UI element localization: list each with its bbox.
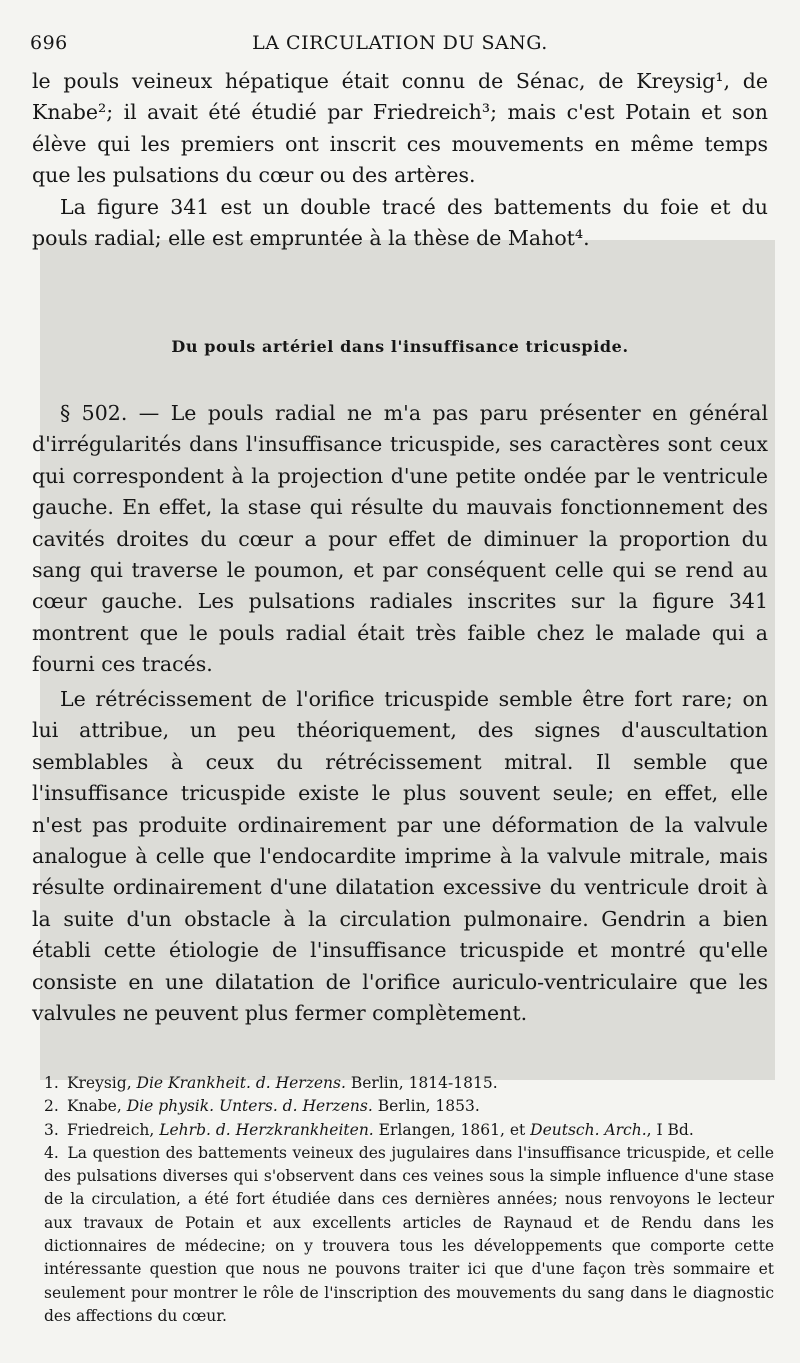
footnote-author: Friedreich,: [66, 1120, 160, 1139]
footnotes: [44, 1072, 774, 1328]
paragraph-retrecissement: Le rétrécissement de l'orifice tricuspide semble être fort rare; on lui attribue, un peu théoriquement, des signes d'auscultation semblables à ceux du rétrécissement mitral. Il semble que l'insuffisance tricuspide existe le plus souvent seule; en effet, elle n'est pas produite ordinairement par une déformation de la valvule analogue à celle que l'endocardite imprime à la valvule mitrale, mais résulte ordinairement d'une dilatation excessive du ventricule droit à la suite d'un obstacle à la circulation pulmonaire. Gendrin a bien établi cette étiologie de l'insuffisance tricuspide et montré qu'elle consiste en une dilatation de l'orifice auriculo-ventriculaire que les valvules ne peuvent plus fermer complètement.: [32, 687, 768, 1026]
footnote-text: La question des battements veineux des jugulaires dans l'insuffisance tricuspide, et celle des pulsations diverses qui s'observent dans ces veines sous la simple influence d'une stase de la circulation, a été fort étudiée dans ces dernières années; nous renvoyons le lecteur aux travaux de Potain et aux excellents articles de Raynaud et de Rendu dans les dictionnaires de médecine; on y trouvera tous les développements que comporte cette intéressante question que nous ne pouvons traiter ici que d'une façon très sommaire et seulement pour montrer le rôle de l'inscription des mouvements du sang dans le diagnostic des affections du cœur.: [44, 1143, 774, 1325]
paragraph-intro: le pouls veineux hépatique était connu de Sénac, de Kreysig¹, de Knabe²; il avait été étudié par Friedreich³; mais c'est Potain et son élève qui les premiers ont inscrit ces mouvements en même temps que les pulsations du cœur ou des artères.: [32, 69, 768, 188]
page-number: 696: [30, 32, 68, 54]
footnote-number: 4.: [44, 1143, 59, 1162]
footnote-journal-title: Deutsch. Arch.: [530, 1120, 647, 1139]
page-header: [30, 32, 770, 60]
footnote-number: 1.: [44, 1074, 59, 1092]
footnote-publication: Berlin, 1814-1815.: [345, 1074, 498, 1092]
footnote-1: [44, 1072, 774, 1095]
footnote-work-title: Die Krankheit. d. Herzens.: [136, 1074, 346, 1092]
footnote-publication: Erlangen, 1861, et: [373, 1120, 531, 1139]
footnote-publication: Berlin, 1853.: [372, 1097, 480, 1116]
footnote-2: [44, 1095, 774, 1118]
footnote-number: 2.: [44, 1097, 59, 1116]
paragraph-section-502: § 502. — Le pouls radial ne m'a pas paru présenter en général d'irrégularités dans l'insuffisance tricuspide, ses caractères sont ceux qui correspondent à la projection d'une petite ondée par le ventricule gauche. En effet, la stase qui résulte du mauvais fonctionnement des cavités droites du cœur a pour effet de diminuer la proportion du sang qui traverse le poumon, et par conséquent celle qui se rend au cœur gauche. Les pulsations radiales inscrites sur la figure 341 montrent que le pouls radial était très faible chez le malade qui a fourni ces tracés.: [32, 401, 768, 677]
footnote-author: Kreysig,: [66, 1074, 137, 1092]
running-title: LA CIRCULATION DU SANG.: [252, 32, 548, 54]
footnote-author: Knabe,: [66, 1097, 127, 1116]
footnote-work-title: Lehrb. d. Herzkrankheiten.: [159, 1120, 374, 1139]
footnote-work-title: Die physik. Unters. d. Herzens.: [126, 1097, 373, 1116]
footnote-number: 3.: [44, 1120, 59, 1139]
footnote-volume: , I Bd.: [646, 1120, 694, 1139]
footnote-4: [44, 1142, 774, 1328]
paragraph-figure-reference: La figure 341 est un double tracé des battements du foie et du pouls radial; elle est empruntée à la thèse de Mahot⁴.: [32, 195, 768, 251]
footnote-3: [44, 1119, 774, 1142]
section-title: Du pouls artériel dans l'insuffisance tricuspide.: [171, 337, 629, 356]
